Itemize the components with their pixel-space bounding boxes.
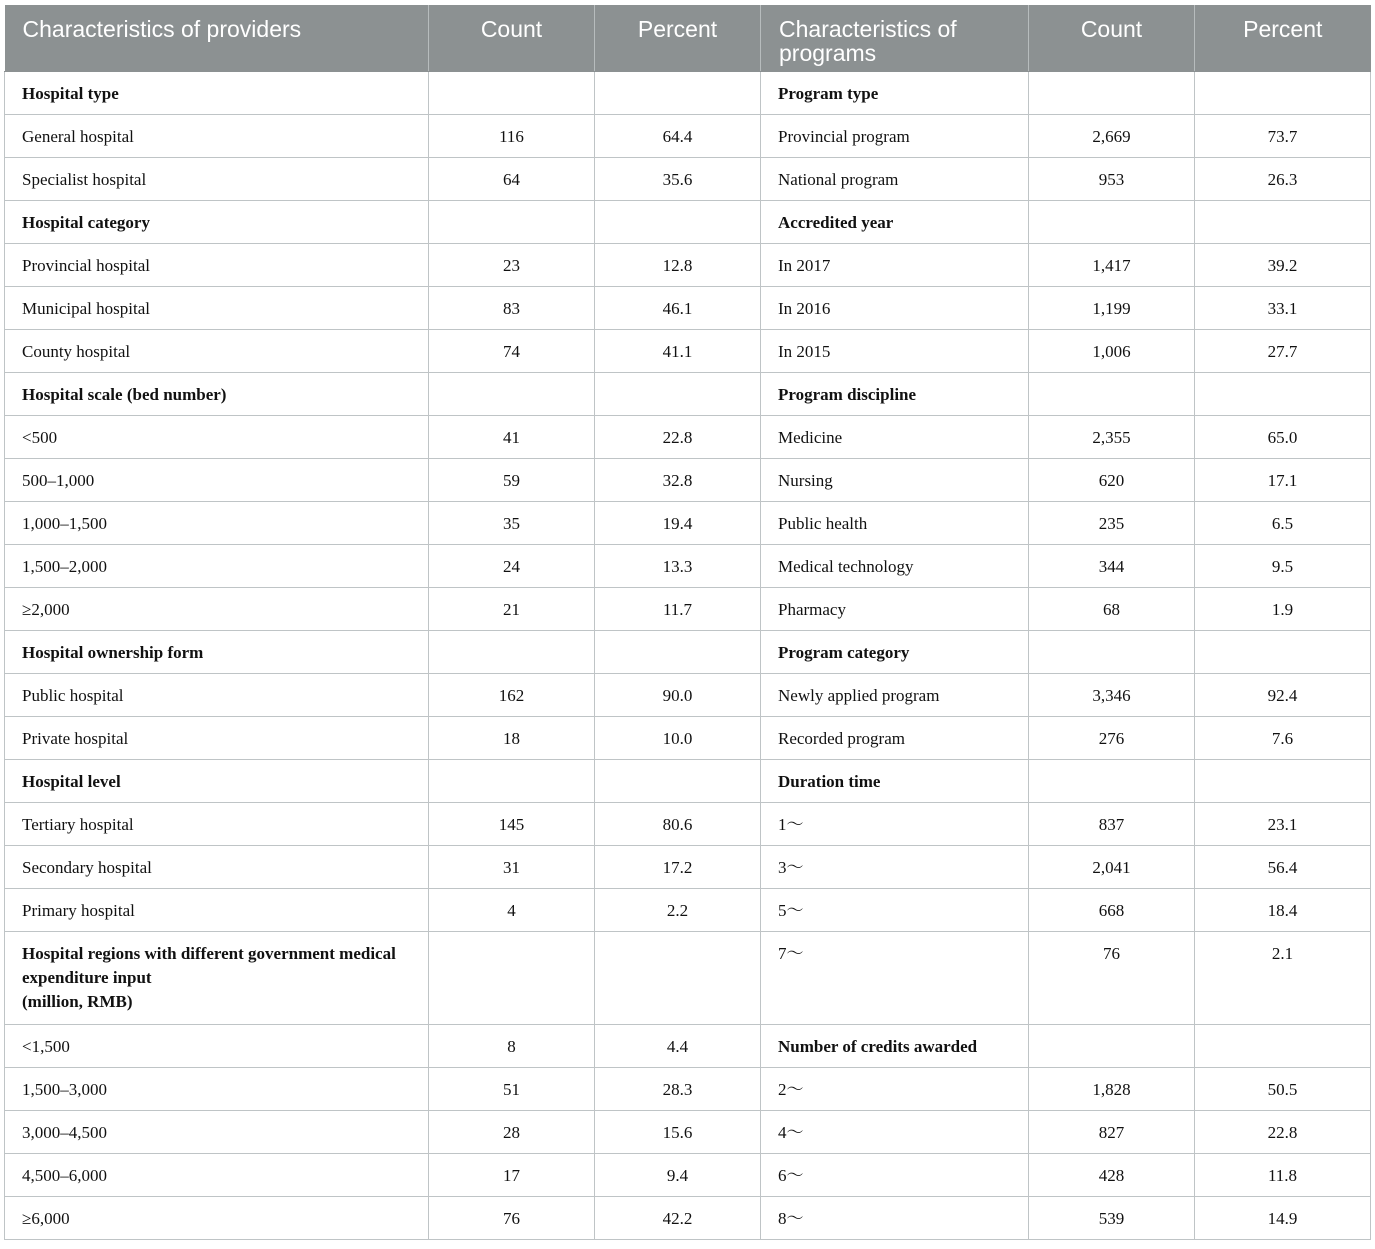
provider-label: 3,000–4,500: [22, 1123, 107, 1142]
table-row: [5, 846, 1371, 889]
program-count: 2,355: [1029, 416, 1195, 459]
table-row: [5, 1025, 1371, 1068]
table-row: [5, 416, 1371, 459]
provider-percent: 10.0: [595, 717, 761, 760]
provider-percent: 11.7: [595, 588, 761, 631]
program-count: 1,199: [1029, 287, 1195, 330]
program-percent: 9.5: [1195, 545, 1371, 588]
program-percent: 23.1: [1195, 803, 1371, 846]
table-header: [5, 5, 1371, 72]
program-count: [1029, 1025, 1195, 1068]
provider-count: 76: [429, 1197, 595, 1240]
program-characteristic: 8～: [761, 1197, 1029, 1240]
program-percent: 22.8: [1195, 1111, 1371, 1154]
provider-count: 116: [429, 115, 595, 158]
program-percent: [1195, 1025, 1371, 1068]
provider-label: 4,500–6,000: [22, 1166, 107, 1185]
provider-percent: 15.6: [595, 1111, 761, 1154]
provider-label: Tertiary hospital: [22, 815, 134, 834]
program-characteristic: In 2016: [761, 287, 1029, 330]
program-percent: 56.4: [1195, 846, 1371, 889]
provider-label: General hospital: [22, 127, 134, 146]
program-count: 76: [1029, 932, 1195, 1025]
table-row: [5, 1111, 1371, 1154]
header-row: [5, 5, 1371, 72]
provider-label: 1,500–2,000: [22, 557, 107, 576]
table-row: [5, 588, 1371, 631]
provider-count: 74: [429, 330, 595, 373]
program-characteristic: In 2017: [761, 244, 1029, 287]
program-percent: [1195, 201, 1371, 244]
provider-percent: 22.8: [595, 416, 761, 459]
program-count: 428: [1029, 1154, 1195, 1197]
provider-characteristic: [5, 588, 429, 631]
provider-characteristic: [5, 803, 429, 846]
program-characteristic: Public health: [761, 502, 1029, 545]
program-count: 2,041: [1029, 846, 1195, 889]
provider-percent: 64.4: [595, 115, 761, 158]
program-characteristic: 6～: [761, 1154, 1029, 1197]
provider-count: 23: [429, 244, 595, 287]
provider-label: Hospital scale (bed number): [22, 385, 227, 404]
provider-count: 24: [429, 545, 595, 588]
table-row: [5, 115, 1371, 158]
program-characteristic: National program: [761, 158, 1029, 201]
program-characteristic: 5～: [761, 889, 1029, 932]
provider-count: [429, 72, 595, 115]
program-characteristic: In 2015: [761, 330, 1029, 373]
provider-count: 28: [429, 1111, 595, 1154]
program-section-heading: Program category: [761, 631, 1029, 674]
provider-count: 83: [429, 287, 595, 330]
table-row: [5, 674, 1371, 717]
provider-percent: 9.4: [595, 1154, 761, 1197]
program-section-heading: Duration time: [761, 760, 1029, 803]
provider-characteristic: [5, 1025, 429, 1068]
provider-count: 59: [429, 459, 595, 502]
provider-percent: 12.8: [595, 244, 761, 287]
provider-section-heading: [5, 631, 429, 674]
program-count: [1029, 201, 1195, 244]
table-row: [5, 330, 1371, 373]
table-body: [5, 72, 1371, 1240]
program-percent: 39.2: [1195, 244, 1371, 287]
table-row: [5, 72, 1371, 115]
program-count: 827: [1029, 1111, 1195, 1154]
table-row: [5, 760, 1371, 803]
provider-label: Hospital regions with different government medical expenditure input: [22, 944, 396, 987]
provider-percent: 35.6: [595, 158, 761, 201]
program-characteristic: 4～: [761, 1111, 1029, 1154]
provider-percent: [595, 932, 761, 1025]
program-section-heading: Accredited year: [761, 201, 1029, 244]
table-row: [5, 459, 1371, 502]
program-count: 235: [1029, 502, 1195, 545]
program-characteristic: 7～: [761, 932, 1029, 1025]
program-percent: 65.0: [1195, 416, 1371, 459]
program-section-heading: Program discipline: [761, 373, 1029, 416]
provider-percent: 17.2: [595, 846, 761, 889]
provider-count: 41: [429, 416, 595, 459]
provider-count: 145: [429, 803, 595, 846]
table-row: [5, 889, 1371, 932]
program-percent: 18.4: [1195, 889, 1371, 932]
provider-label: 500–1,000: [22, 471, 95, 490]
provider-count: [429, 373, 595, 416]
program-count: 344: [1029, 545, 1195, 588]
provider-label: Municipal hospital: [22, 299, 150, 318]
provider-label: Provincial hospital: [22, 256, 150, 275]
provider-characteristic: [5, 846, 429, 889]
provider-percent: [595, 201, 761, 244]
table-row: [5, 158, 1371, 201]
program-count: 837: [1029, 803, 1195, 846]
provider-count: [429, 932, 595, 1025]
program-count: 276: [1029, 717, 1195, 760]
provider-percent: 42.2: [595, 1197, 761, 1240]
provider-count: 35: [429, 502, 595, 545]
program-characteristic: 2～: [761, 1068, 1029, 1111]
table-row: [5, 545, 1371, 588]
program-percent: 27.7: [1195, 330, 1371, 373]
program-characteristic: 1～: [761, 803, 1029, 846]
provider-count: 51: [429, 1068, 595, 1111]
provider-section-heading: [5, 373, 429, 416]
provider-characteristic: [5, 502, 429, 545]
provider-count: 162: [429, 674, 595, 717]
program-percent: 33.1: [1195, 287, 1371, 330]
provider-label-unit: (million, RMB): [22, 992, 133, 1011]
provider-label: Hospital ownership form: [22, 643, 204, 662]
provider-label: Specialist hospital: [22, 170, 147, 189]
program-section-heading: Number of credits awarded: [761, 1025, 1029, 1068]
provider-count: 17: [429, 1154, 595, 1197]
provider-characteristic: [5, 1154, 429, 1197]
characteristics-table: [4, 5, 1371, 1240]
program-characteristic: Pharmacy: [761, 588, 1029, 631]
table-row: [5, 631, 1371, 674]
provider-count: 18: [429, 717, 595, 760]
provider-label: Primary hospital: [22, 901, 135, 920]
program-count: [1029, 760, 1195, 803]
program-percent: 14.9: [1195, 1197, 1371, 1240]
provider-label: Hospital category: [22, 213, 150, 232]
provider-section-heading: [5, 72, 429, 115]
provider-percent: [595, 760, 761, 803]
provider-characteristic: [5, 717, 429, 760]
table-row: [5, 373, 1371, 416]
program-section-heading: Program type: [761, 72, 1029, 115]
program-percent: 73.7: [1195, 115, 1371, 158]
provider-count: [429, 631, 595, 674]
provider-label: 1,500–3,000: [22, 1080, 107, 1099]
provider-characteristic: [5, 158, 429, 201]
program-percent: [1195, 373, 1371, 416]
provider-percent: 19.4: [595, 502, 761, 545]
provider-count: [429, 201, 595, 244]
program-count: 1,828: [1029, 1068, 1195, 1111]
program-count: 668: [1029, 889, 1195, 932]
provider-label: County hospital: [22, 342, 131, 361]
header-count-programs: Count: [1029, 5, 1195, 72]
provider-count: 64: [429, 158, 595, 201]
program-percent: 26.3: [1195, 158, 1371, 201]
provider-percent: [595, 373, 761, 416]
provider-percent: 28.3: [595, 1068, 761, 1111]
provider-percent: 41.1: [595, 330, 761, 373]
program-percent: [1195, 72, 1371, 115]
program-count: [1029, 373, 1195, 416]
provider-section-heading: [5, 932, 429, 1025]
table-row: [5, 201, 1371, 244]
provider-label: ≥6,000: [22, 1209, 70, 1228]
program-percent: 11.8: [1195, 1154, 1371, 1197]
program-characteristic: Medicine: [761, 416, 1029, 459]
program-percent: 17.1: [1195, 459, 1371, 502]
provider-label: <1,500: [22, 1037, 70, 1056]
program-percent: 7.6: [1195, 717, 1371, 760]
provider-percent: [595, 72, 761, 115]
provider-characteristic: [5, 545, 429, 588]
program-percent: 92.4: [1195, 674, 1371, 717]
provider-percent: 46.1: [595, 287, 761, 330]
program-characteristic: Newly applied program: [761, 674, 1029, 717]
provider-label: <500: [22, 428, 58, 447]
header-percent-providers: Percent: [595, 5, 761, 72]
provider-section-heading: [5, 760, 429, 803]
program-characteristic: 3～: [761, 846, 1029, 889]
provider-characteristic: [5, 459, 429, 502]
program-count: 953: [1029, 158, 1195, 201]
program-count: 3,346: [1029, 674, 1195, 717]
provider-label: Public hospital: [22, 686, 124, 705]
program-count: 68: [1029, 588, 1195, 631]
table-row: [5, 1068, 1371, 1111]
program-count: 539: [1029, 1197, 1195, 1240]
table-row: [5, 717, 1371, 760]
program-characteristic: Nursing: [761, 459, 1029, 502]
provider-label: Secondary hospital: [22, 858, 152, 877]
provider-count: [429, 760, 595, 803]
program-count: 1,417: [1029, 244, 1195, 287]
program-count: [1029, 631, 1195, 674]
header-programs: Characteristics of programs: [761, 5, 1029, 72]
provider-characteristic: [5, 1111, 429, 1154]
provider-characteristic: [5, 1197, 429, 1240]
header-percent-programs: Percent: [1195, 5, 1371, 72]
provider-characteristic: [5, 889, 429, 932]
table-row: [5, 244, 1371, 287]
table-row: [5, 502, 1371, 545]
provider-characteristic: [5, 674, 429, 717]
provider-percent: 4.4: [595, 1025, 761, 1068]
program-count: [1029, 72, 1195, 115]
table-row: [5, 1197, 1371, 1240]
table-row: [5, 1154, 1371, 1197]
provider-count: 31: [429, 846, 595, 889]
program-percent: 1.9: [1195, 588, 1371, 631]
provider-count: 4: [429, 889, 595, 932]
provider-percent: 80.6: [595, 803, 761, 846]
provider-section-heading: [5, 201, 429, 244]
program-percent: 2.1: [1195, 932, 1371, 1025]
provider-characteristic: [5, 330, 429, 373]
provider-characteristic: [5, 416, 429, 459]
program-count: 620: [1029, 459, 1195, 502]
program-characteristic: Provincial program: [761, 115, 1029, 158]
program-percent: 6.5: [1195, 502, 1371, 545]
program-characteristic: Recorded program: [761, 717, 1029, 760]
program-percent: [1195, 760, 1371, 803]
provider-percent: [595, 631, 761, 674]
provider-characteristic: [5, 1068, 429, 1111]
provider-percent: 90.0: [595, 674, 761, 717]
provider-percent: 13.3: [595, 545, 761, 588]
provider-count: 8: [429, 1025, 595, 1068]
table-row: [5, 287, 1371, 330]
provider-label: ≥2,000: [22, 600, 70, 619]
provider-percent: 32.8: [595, 459, 761, 502]
provider-label: Hospital type: [22, 84, 119, 103]
program-percent: [1195, 631, 1371, 674]
provider-label: Hospital level: [22, 772, 121, 791]
provider-characteristic: [5, 244, 429, 287]
provider-label: Private hospital: [22, 729, 129, 748]
provider-characteristic: [5, 287, 429, 330]
header-providers: Characteristics of providers: [5, 5, 429, 72]
program-count: 2,669: [1029, 115, 1195, 158]
provider-percent: 2.2: [595, 889, 761, 932]
provider-label: 1,000–1,500: [22, 514, 107, 533]
program-count: 1,006: [1029, 330, 1195, 373]
provider-count: 21: [429, 588, 595, 631]
table-row: [5, 803, 1371, 846]
provider-characteristic: [5, 115, 429, 158]
table-row: [5, 932, 1371, 1025]
program-characteristic: Medical technology: [761, 545, 1029, 588]
header-count-providers: Count: [429, 5, 595, 72]
program-percent: 50.5: [1195, 1068, 1371, 1111]
